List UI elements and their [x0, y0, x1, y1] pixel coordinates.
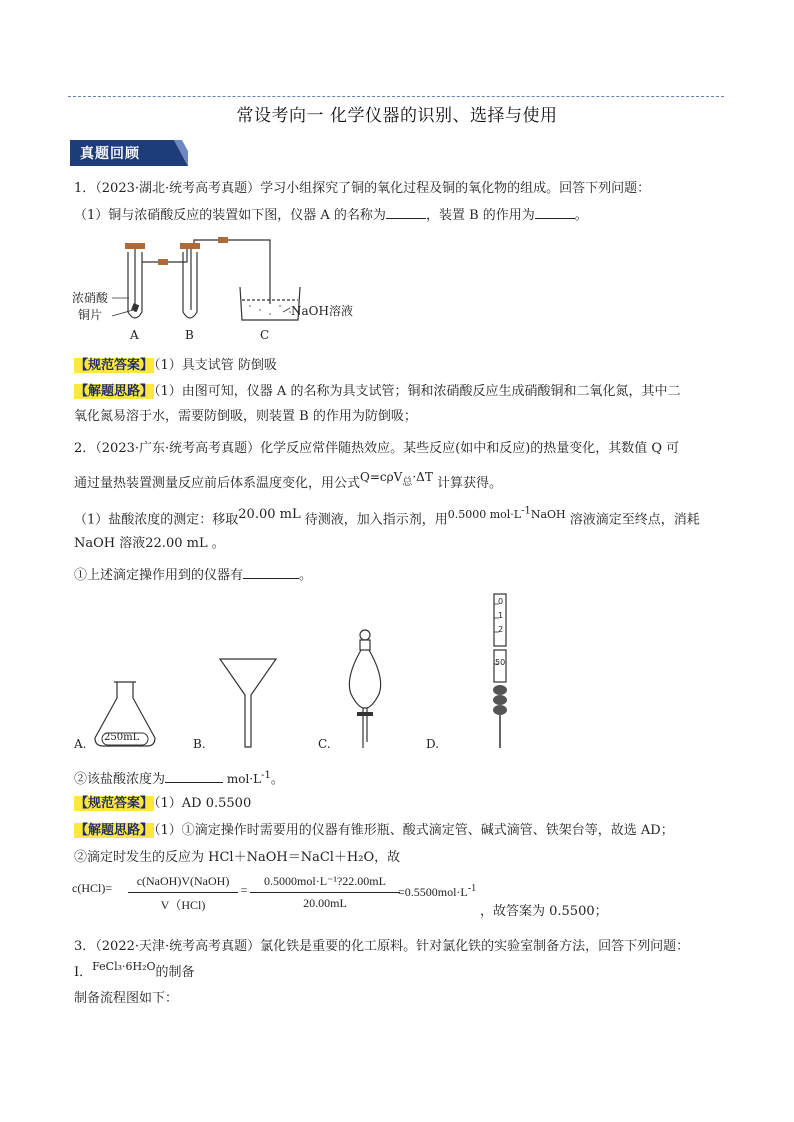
q2-sub1: ①上述滴定操作用到的仪器有 。	[74, 565, 312, 585]
q2-sub2: ②该盐酸浓度为 $mol\cdot L^{-1}$。	[74, 770, 284, 787]
q2-volume-1: 20.00 mL	[238, 506, 301, 522]
q1-apparatus-figure	[70, 232, 370, 347]
page-title: 常设考向一 化学仪器的识别、选择与使用	[236, 106, 558, 126]
eq-denominator-2: 20.00mL	[303, 896, 347, 910]
q2-blank-1[interactable]	[243, 565, 299, 579]
eq-lhs: c(HCl)=	[72, 881, 113, 895]
q1-analysis-text-1: （1）由图可知，仪器 A 的名称为具支试管；铜和浓硝酸反应生成硝酸铜和二氧化氮，其中二	[154, 384, 681, 399]
eq-fraction-bar-1	[128, 892, 238, 893]
flask-volume-label: 250mL	[104, 732, 140, 743]
q2-stem-2-text: 通过量热装置测量反应前后体系温度变化，用公式	[74, 476, 361, 491]
q2-answer-text: （1）AD 0.5500	[154, 796, 252, 811]
answer-tag: 【规范答案】	[75, 796, 154, 811]
option-d[interactable]: D.	[426, 737, 440, 751]
q3-part1: I．$^{FeCl_3\cdot 6H_2O}$的制备	[74, 960, 195, 980]
burette-mark-2: 2	[498, 625, 504, 634]
q2-stem-2-end: 计算获得。	[432, 476, 502, 491]
eq-tail: ，故答案为 0.5500；	[480, 904, 608, 919]
q2-blank-2[interactable]	[165, 769, 223, 783]
q2-analysis-2: ②滴定时发生的反应为 HCl＋NaOH＝NaCl＋H₂O，故	[74, 850, 401, 865]
burette-mark-50: 50	[495, 658, 506, 667]
q2-analysis-1	[74, 822, 674, 840]
section-badge-label: 真题回顾	[80, 146, 140, 162]
eq-equals: =	[240, 883, 248, 897]
q1-label-a: A	[130, 328, 139, 342]
q2-part1-line2: NaOH 溶液22.00 mL 。	[74, 536, 225, 551]
option-c[interactable]: C.	[318, 737, 331, 751]
q1-analysis-2: 氧化氮易溶于水，需要防倒吸，则装置 B 的作用为防倒吸；	[74, 409, 417, 424]
eq-numerator-2: 0.5000mol·L⁻¹?22.00mL	[264, 874, 386, 888]
analysis-tag: 【解题思路】	[75, 384, 154, 399]
q2-answer	[74, 795, 251, 813]
burette-mark-0: 0	[498, 597, 504, 606]
q2-formula: Q=cρV$_总$·ΔT	[360, 470, 433, 488]
q1-analysis-1	[74, 383, 680, 401]
q1-part1-text-c: 。	[574, 208, 588, 223]
q1-part1-text-a: （1）铜与浓硝酸反应的装置如下图，仪器 A 的名称为	[74, 208, 386, 223]
option-a[interactable]: A.	[74, 737, 87, 751]
separatory-funnel-figure	[343, 628, 387, 750]
q1-answer	[74, 357, 277, 375]
q1-label-solution: NaOH溶液	[291, 304, 353, 318]
funnel-figure	[218, 655, 278, 750]
eq-numerator-1: c(NaOH)V(NaOH)	[136, 874, 230, 888]
q1-stem: 1．（2023·湖北·统考高考真题）学习小组探究了铜的氧化过程及铜的氧化物的组成。回答下列问题：	[74, 181, 651, 196]
q1-label-acid: 浓硝酸	[72, 291, 109, 305]
analysis-tag: 【解题思路】	[75, 823, 154, 838]
eq-fraction-bar-2	[250, 892, 400, 893]
q1-label-b: B	[185, 328, 194, 342]
burette-mark-1: 1	[498, 611, 504, 620]
q1-blank-2[interactable]	[535, 205, 575, 219]
q2-stem-2	[74, 470, 502, 494]
top-divider	[68, 96, 724, 97]
option-b[interactable]: B.	[193, 737, 206, 751]
q1-part1-text-b: ，装置 B 的作用为	[425, 208, 535, 223]
q2-analysis-text-1: （1）①滴定操作时需要用的仪器有锥形瓶、酸式滴定管、碱式滴管、铁架台等，故选 AD；	[154, 823, 674, 838]
q2-concentration: 0.5000 mol·L-1NaOH	[447, 505, 566, 521]
q2-part1: （1）盐酸浓度的测定：移取20.00 mL 待测液，加入指示剂，用$^{0.5000 mol\cdot L^{-1}NaOH}$ 溶液滴定至终点，消耗	[74, 505, 700, 528]
q3-formula: FeCl₃·6H₂O	[92, 960, 156, 973]
q1-blank-1[interactable]	[386, 205, 426, 219]
q1-label-copper: 铜片	[78, 308, 103, 322]
eq-result: $=0.5500mol\cdot L^{-1}$	[398, 883, 477, 899]
q1-part1	[74, 205, 588, 225]
answer-tag: 【规范答案】	[75, 358, 154, 373]
q3-stem: 3．（2022·天津·统考高考真题）氯化铁是重要的化工原料。针对氯化铁的实验室制备方法，回答下列问题：	[74, 939, 690, 954]
q2-stem-1: 2．（2023·广东·统考高考真题）化学反应常伴随热效应。某些反应(如中和反应)的热量变化，其数值 Q 可	[74, 441, 680, 456]
eq-denominator-1: V（HCl)	[160, 898, 206, 912]
q1-label-c: C	[260, 328, 270, 342]
q3-flow-intro: 制备流程图如下：	[74, 991, 179, 1006]
q2-volume-2: 22.00 mL	[145, 536, 208, 551]
q1-answer-text: （1）具支试管 防倒吸	[154, 358, 277, 373]
